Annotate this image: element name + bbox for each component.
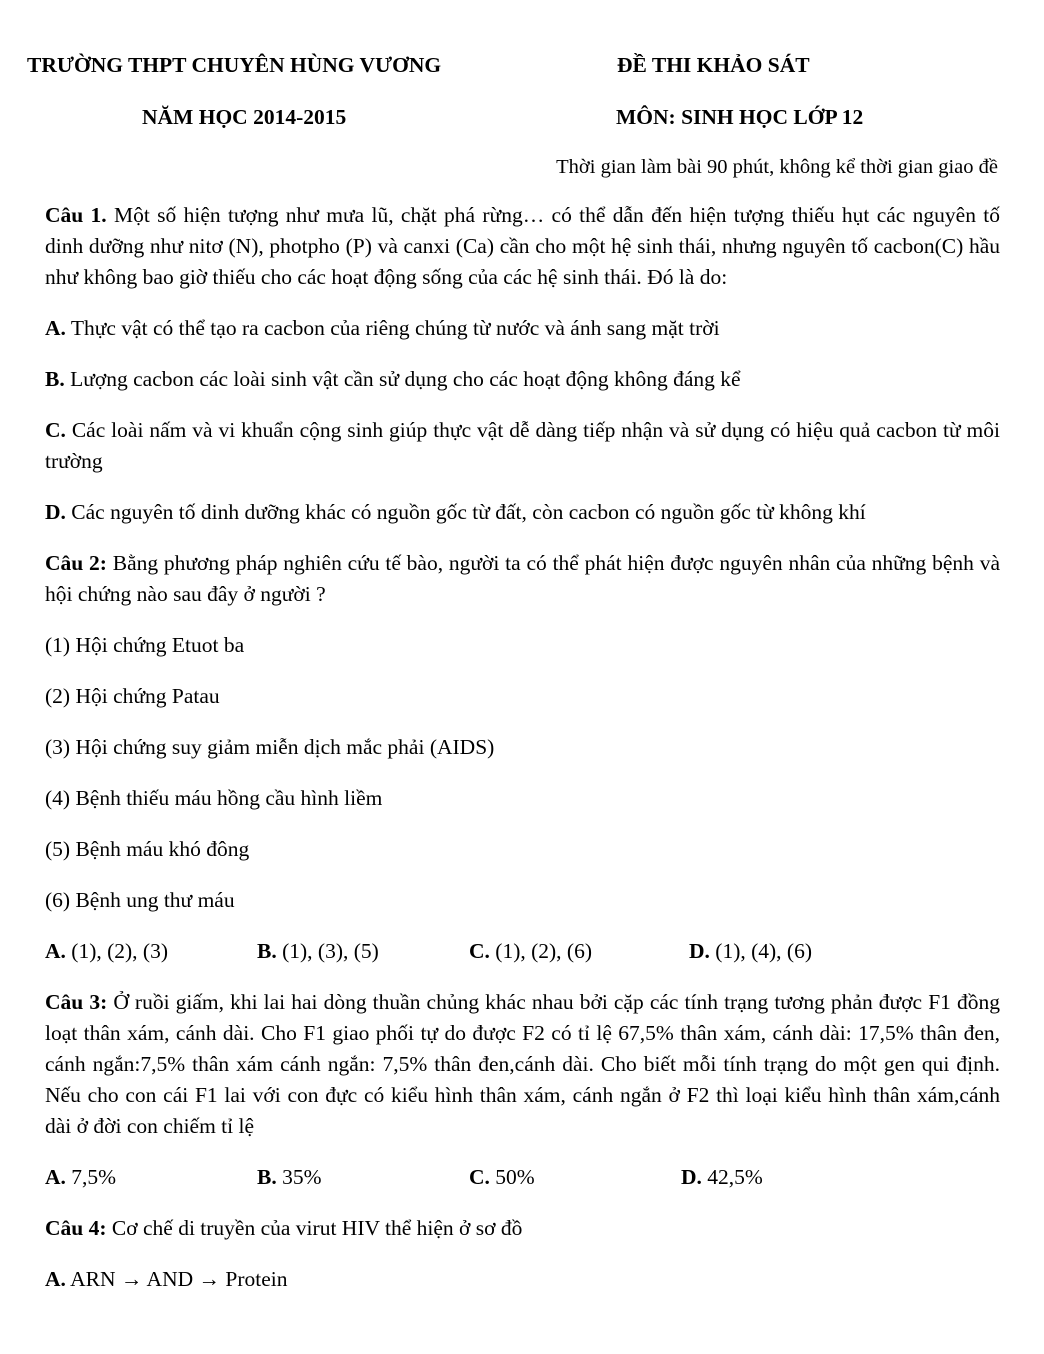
option-key: A. bbox=[45, 316, 66, 340]
q2-options bbox=[45, 936, 1000, 967]
q3-option-d bbox=[681, 1162, 763, 1193]
option-text: Các loài nấm và vi khuẩn cộng sinh giúp thực vật dễ dàng tiếp nhận và sử dụng có hiệu quả cacbon từ môi trường bbox=[45, 418, 1000, 473]
question-4-label: Câu 4: bbox=[45, 1216, 107, 1240]
subject-title: MÔN: SINH HỌC LỚP 12 bbox=[616, 105, 864, 129]
q3-options bbox=[45, 1162, 1000, 1193]
option-key: C. bbox=[45, 418, 66, 442]
q4-option-a bbox=[45, 1264, 1000, 1295]
q3-option-b bbox=[257, 1162, 469, 1193]
option-key: B. bbox=[257, 939, 277, 963]
option-text: 7,5% bbox=[65, 1165, 117, 1189]
q1-option-d bbox=[45, 497, 1000, 528]
exam-body bbox=[45, 200, 1000, 1315]
option-text: 35% bbox=[276, 1165, 322, 1189]
option-key: D. bbox=[45, 500, 66, 524]
option-key: A. bbox=[45, 939, 66, 963]
school-year: NĂM HỌC 2014-2015 bbox=[142, 105, 347, 129]
question-1-text: Một số hiện tượng như mưa lũ, chặt phá rừng… có thể dẫn đến hiện tượng thiếu hụt các nguyên tố dinh dưỡng như nitơ (N), photpho (P) và canxi (Ca) cần cho một hệ sinh thái, nhưng nguyên tố cacbon(C) hầu như không bao giờ thiếu cho các hoạt động sống của các hệ sinh thái. Đó là do: bbox=[45, 203, 1000, 289]
question-3 bbox=[45, 987, 1000, 1142]
q2-item-1: (1) Hội chứng Etuot ba bbox=[45, 633, 245, 657]
option-text: Lượng cacbon các loài sinh vật cần sử dụng cho các hoạt động không đáng kể bbox=[64, 367, 741, 391]
q3-option-c bbox=[469, 1162, 681, 1193]
q2-item-6: (6) Bệnh ung thư máu bbox=[45, 888, 235, 912]
option-key: B. bbox=[45, 367, 65, 391]
question-2-text: Bằng phương pháp nghiên cứu tế bào, người ta có thể phát hiện được nguyên nhân của những bệnh và hội chứng nào sau đây ở người ? bbox=[45, 551, 1000, 606]
question-1 bbox=[45, 200, 1000, 293]
option-text: (1), (2), (6) bbox=[489, 939, 592, 963]
q2-item-5: (5) Bệnh máu khó đông bbox=[45, 837, 250, 861]
exam-title: ĐỀ THI KHẢO SÁT bbox=[617, 53, 810, 77]
option-key: A. bbox=[45, 1267, 66, 1291]
q2-option-d bbox=[689, 936, 812, 967]
option-text: 50% bbox=[489, 1165, 535, 1189]
q2-item-3: (3) Hội chứng suy giảm miễn dịch mắc phải (AIDS) bbox=[45, 735, 495, 759]
q2-option-c bbox=[469, 936, 689, 967]
option-text: (1), (2), (3) bbox=[65, 939, 168, 963]
option-key: D. bbox=[681, 1165, 702, 1189]
question-4 bbox=[45, 1213, 1000, 1244]
question-2 bbox=[45, 548, 1000, 610]
q2-option-b bbox=[257, 936, 469, 967]
question-1-label: Câu 1. bbox=[45, 203, 107, 227]
q2-item-2: (2) Hội chứng Patau bbox=[45, 684, 220, 708]
question-4-text: Cơ chế di truyền của virut HIV thể hiện ở sơ đồ bbox=[106, 1216, 523, 1240]
option-key: B. bbox=[257, 1165, 277, 1189]
question-3-text: Ở ruồi giấm, khi lai hai dòng thuần chủng khác nhau bởi cặp các tính trạng tương phản được F1 đồng loạt thân xám, cánh dài. Cho F1 giao phối tự do được F2 có tỉ lệ 67,5% thân xám, cánh dài: 17,5% thân đen, cánh ngắn:7,5% thân xám cánh ngắn: 7,5% thân đen,cánh dài. Cho biết mỗi tính trạng do một gen qui định. Nếu cho con cái F1 lai với con đực có kiểu hình thân xám, cánh ngắn ở F2 thì loại kiểu hình thân xám,cánh dài ở đời con chiếm tỉ lệ bbox=[45, 990, 1000, 1138]
option-key: C. bbox=[469, 939, 490, 963]
option-text: ARN → AND → Protein bbox=[65, 1267, 288, 1291]
option-key: C. bbox=[469, 1165, 490, 1189]
option-text: 42,5% bbox=[701, 1165, 763, 1189]
q3-option-a bbox=[45, 1162, 257, 1193]
option-text: Các nguyên tố dinh dưỡng khác có nguồn gốc từ đất, còn cacbon có nguồn gốc từ không khí bbox=[65, 500, 866, 524]
question-2-label: Câu 2: bbox=[45, 551, 107, 575]
option-text: (1), (3), (5) bbox=[276, 939, 379, 963]
q1-option-a bbox=[45, 313, 1000, 344]
q1-option-b bbox=[45, 364, 1000, 395]
q2-option-a bbox=[45, 936, 257, 967]
option-key: D. bbox=[689, 939, 710, 963]
school-name: TRƯỜNG THPT CHUYÊN HÙNG VƯƠNG bbox=[27, 53, 442, 77]
q2-item-4: (4) Bệnh thiếu máu hồng cầu hình liềm bbox=[45, 786, 383, 810]
time-note: Thời gian làm bài 90 phút, không kể thời gian giao đề bbox=[556, 156, 998, 178]
question-3-label: Câu 3: bbox=[45, 990, 108, 1014]
option-text: Thực vật có thể tạo ra cacbon của riêng chúng từ nước và ánh sang mặt trời bbox=[65, 316, 720, 340]
option-key: A. bbox=[45, 1165, 66, 1189]
q1-option-c bbox=[45, 415, 1000, 477]
option-text: (1), (4), (6) bbox=[709, 939, 812, 963]
